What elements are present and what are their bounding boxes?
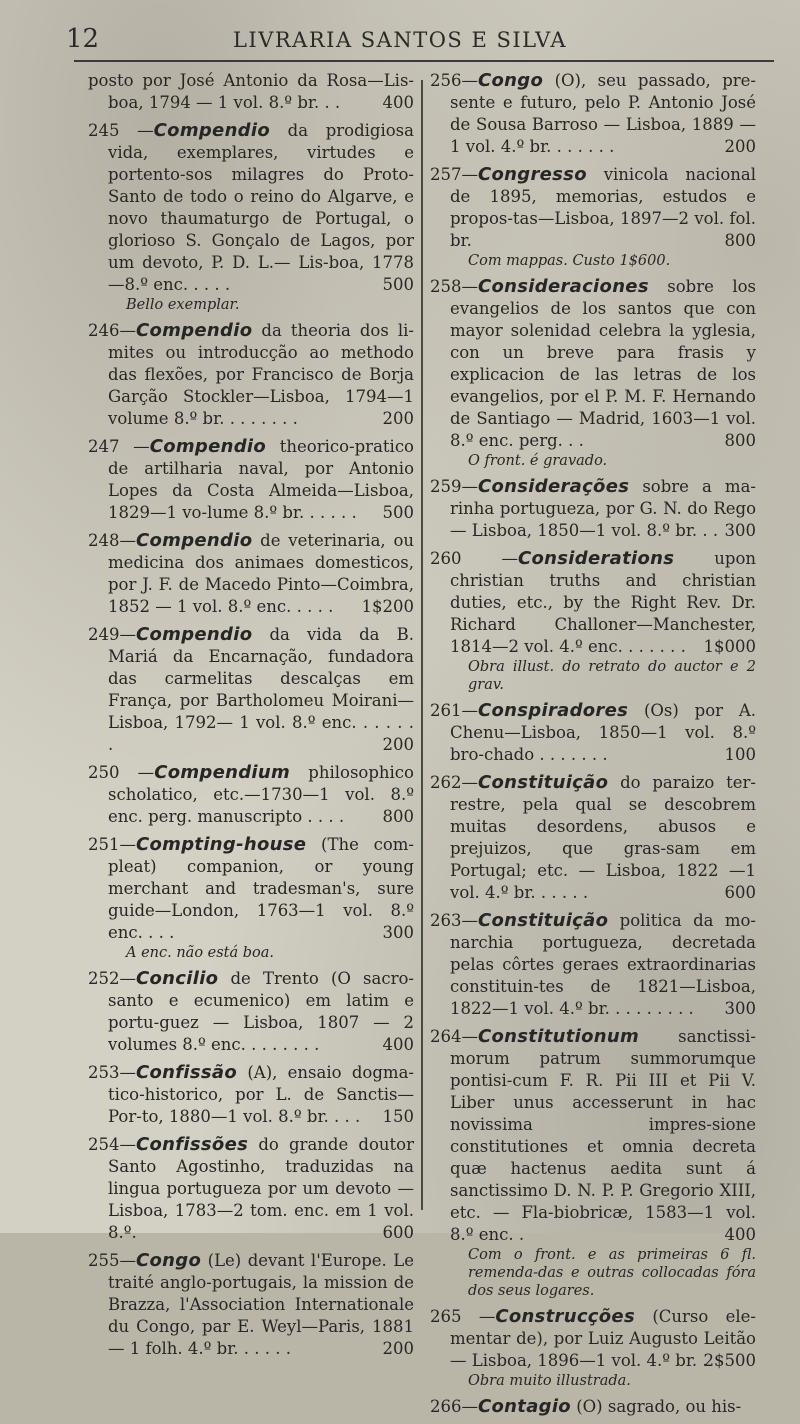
catalog-entry	[88, 120, 414, 314]
entry-price: 2$500	[703, 1351, 756, 1370]
entry-title: Congo	[478, 70, 544, 91]
entry-body	[430, 164, 756, 252]
entry-number: 262—	[430, 773, 478, 792]
entry-title: Compting-house	[136, 834, 307, 855]
entry-number: 254—	[88, 1135, 136, 1154]
entry-number: 249—	[88, 625, 136, 644]
entry-body	[430, 548, 756, 658]
entry-price: 800	[382, 807, 414, 826]
entry-number: 252—	[88, 969, 136, 988]
entry-price: 100	[724, 745, 756, 764]
entry-title: Confissões	[136, 1134, 249, 1155]
entry-note: Bello exemplar.	[126, 297, 240, 313]
entry-body	[88, 968, 414, 1056]
entry-number: 260 —	[430, 549, 518, 568]
entry-title: Contagio	[478, 1396, 571, 1417]
entry-number: 257—	[430, 165, 478, 184]
right-column	[430, 70, 756, 1424]
entry-title: Conspiradores	[478, 700, 629, 721]
entry-price: 300	[724, 521, 756, 540]
entry-title: Constituição	[478, 910, 609, 931]
entry-text: do paraizo ter-restre, pela qual se descobrem muitas desordens, abusos e prejuizos, que gras-sam em Portugal; etc. — Lisboa, 1822 —1 vol. 4.º br. . . . . .	[450, 773, 757, 902]
entry-note: Com o front. e as primeiras 6 fl. remenda-das e outras collocadas fóra dos seus logares.	[468, 1247, 756, 1299]
entry-title: Congresso	[478, 164, 587, 185]
entry-number: 248—	[88, 531, 136, 550]
entry-title: Concilio	[136, 968, 219, 989]
entry-body	[88, 624, 414, 756]
entry-title: Constituição	[478, 772, 609, 793]
entry-number: 258—	[430, 277, 478, 296]
entry-body	[430, 772, 756, 904]
catalog-entry	[88, 762, 414, 828]
entry-text: da prodigiosa vida, exemplares, virtudes e portento-sos milagres do Proto-Santo de todo o reino do Algarve, e novo thaumaturgo de Portugal, o glorioso S. Gonçalo de Lagos, por um devoto, P. D. L.— Lis-boa, 1778—8.º enc. . . . .	[108, 121, 414, 294]
entry-note: Com mappas. Custo 1$600.	[468, 253, 671, 269]
catalog-entry	[430, 70, 756, 158]
entry-text: de veterinaria, ou medicina dos animaes domesticos, por J. F. de Macedo Pinto—Coimbra, 1852 — 1 vol. 8.º enc. . . . .	[108, 531, 414, 616]
catalog-entry	[88, 1250, 414, 1360]
entry-title: Considerações	[478, 476, 630, 497]
entry-title: Constitutionum	[478, 1026, 640, 1047]
entry-number: 264—	[430, 1027, 478, 1046]
catalog-entry	[88, 1062, 414, 1128]
entry-price: 500	[382, 275, 414, 294]
entry-title: Construcções	[495, 1306, 635, 1327]
entry-number: 261—	[430, 701, 478, 720]
entry-price: 200	[382, 409, 414, 428]
entry-price: 200	[382, 735, 414, 754]
catalog-entry	[88, 1134, 414, 1244]
catalog-entry	[88, 320, 414, 430]
catalog-entry	[430, 164, 756, 270]
catalog-entry	[430, 548, 756, 694]
entry-price: 1$200	[361, 597, 414, 616]
left-column	[88, 70, 414, 1366]
entry-text: sobre los evangelios de los santos que con mayor solenidad celebra la yglesia, con un breve para frasis y explicacion de las letras de los evangelios, por el P. M. F. Hernando de Santiago — Madrid, 1603—1 vol. 8.º enc. perg. . .	[450, 277, 756, 450]
catalog-entry	[430, 700, 756, 766]
entry-number: 247 —	[88, 437, 150, 456]
entry-title: Compendium	[154, 762, 291, 783]
entry-title: Compendio	[149, 436, 267, 457]
entry-price: 800	[724, 231, 756, 250]
entry-note: A enc. não está boa.	[126, 945, 275, 961]
entry-text: theorico-pratico de artilharia naval, por Antonio Lopes da Costa Almeida—Lisboa, 1829—1 vo-lume 8.º br. . . . . .	[108, 437, 414, 522]
entry-price: 200	[724, 137, 756, 156]
entry-text: (O) sagrado, ou his-	[576, 1397, 742, 1416]
entry-number: 246—	[88, 321, 136, 340]
entry-price: 400	[382, 1035, 414, 1054]
entry-body	[430, 1396, 756, 1418]
entry-price: 150	[382, 1107, 414, 1126]
entry-number: 263—	[430, 911, 478, 930]
entry-price: 400	[724, 1225, 756, 1244]
entry-number: 245 —	[88, 121, 154, 140]
entry-body	[430, 476, 756, 542]
entry-price: 300	[724, 999, 756, 1018]
entry-number: 259—	[430, 477, 478, 496]
entry-body	[430, 70, 756, 158]
entry-text: vinicola nacional de 1895, memorias, estudos e propos-tas—Lisboa, 1897—2 vol. fol. br.	[450, 165, 756, 250]
entry-price: 500	[382, 503, 414, 522]
entry-title: Considerations	[517, 548, 675, 569]
entry-text: (The com-pleat) companion, or young merchant and tradesman's, sure guide—London, 1763—1 vol. 8.º enc. . . .	[108, 835, 414, 942]
entry-price: 200	[382, 1339, 414, 1358]
page-header	[0, 14, 800, 58]
entry-body	[88, 762, 414, 828]
entry-number: 265 —	[430, 1307, 496, 1326]
entry-text: (Le) devant l'Europe. Le traité anglo-portugais, la mission de Brazza, l'Association Internationale du Congo, par E. Weyl—Paris, 1881 — 1 folh. 4.º br. . . . . .	[108, 1251, 414, 1358]
entry-text: de Trento (O sacro-santo e ecumenico) em latim e portu-guez — Lisboa, 1807 — 2 volumes 8.º enc. . . . . . . .	[108, 969, 414, 1054]
entry-price: 600	[382, 1223, 414, 1242]
entry-price: 300	[382, 923, 414, 942]
entry-price: 1$000	[703, 637, 756, 656]
catalog-entry	[88, 624, 414, 756]
entry-body	[430, 1306, 756, 1372]
entry-title: Compendio	[136, 530, 253, 551]
catalog-entry	[430, 276, 756, 470]
column-divider	[421, 80, 423, 1210]
entry-text: da theoria dos li-mites ou introducção ao methodo das flexões, por Francisco de Borja Garção Stockler—Lisboa, 1794—1 volume 8.º br. . . . . . . .	[108, 321, 414, 428]
entry-body	[88, 1250, 414, 1360]
entry-price: 800	[724, 431, 756, 450]
entry-number: 256—	[430, 71, 478, 90]
entry-number: 253—	[88, 1063, 136, 1082]
entry-price: 600	[724, 883, 756, 902]
entry-body	[430, 1026, 756, 1246]
entry-title: Compendio	[136, 624, 253, 645]
entry-title: Confissão	[136, 1062, 238, 1083]
entry-body	[88, 436, 414, 524]
entry-body	[88, 834, 414, 944]
catalog-entry	[430, 772, 756, 904]
entry-body	[430, 276, 756, 452]
entry-text: (Os) por A. Chenu—Lisboa, 1850—1 vol. 8.º bro-chado . . . . . . .	[450, 701, 757, 764]
catalog-entry	[88, 70, 414, 114]
entry-text: sanctissi-morum patrum summorumque pontisi-cum F. R. Pii III et Pii V. Liber unus accesserunt in hac novissima impres-sione constitutiones et omnia decreta quæ hactenus aedita sunt á sanctissimo D. N. P. P. Gregorio XIII, etc. — Fla-biobricæ, 1583—1 vol. 8.º enc. .	[450, 1027, 756, 1244]
entry-title: Consideraciones	[478, 276, 649, 297]
page-number: 12	[66, 24, 100, 54]
entry-body	[88, 1134, 414, 1244]
catalog-entry	[430, 1306, 756, 1390]
entry-text: sobre a ma-rinha portugueza, por G. N. do Rego— Lisboa, 1850—1 vol. 8.º br. . .	[450, 477, 756, 540]
entry-price: 400	[382, 93, 414, 112]
entry-title: Compendio	[136, 320, 253, 341]
entry-text: do grande doutor Santo Agostinho, traduzidas na lingua portugueza por um devoto — Lisboa, 1783—2 tom. enc. em 1 vol. 8.º.	[108, 1135, 414, 1242]
entry-text: philosophico scholatico, etc.—1730—1 vol. 8.º enc. perg. manuscripto . . . .	[108, 763, 414, 826]
entry-body	[88, 70, 414, 114]
entry-text: da vida da B. Mariá da Encarnação, fundadora das carmelitas descalças em França, por Bartholomeu Moirani—Lisboa, 1792— 1 vol. 8.º enc. . . . . . .	[108, 625, 415, 754]
entry-number: 266—	[430, 1397, 478, 1416]
entry-body	[430, 910, 756, 1020]
catalog-entry	[430, 910, 756, 1020]
catalog-entry	[88, 530, 414, 618]
catalog-entry	[88, 968, 414, 1056]
entry-title: Compendio	[153, 120, 271, 141]
entry-number: 251—	[88, 835, 136, 854]
entry-text: posto por José Antonio da Rosa—Lis-boa, 1794 — 1 vol. 8.º br. . .	[88, 71, 414, 112]
entry-body	[88, 530, 414, 618]
entry-note: Obra muito illustrada.	[468, 1373, 631, 1389]
entry-note: O front. é gravado.	[468, 453, 608, 469]
entry-body	[430, 700, 756, 766]
entry-title: Congo	[136, 1250, 202, 1271]
catalog-entry	[88, 436, 414, 524]
entry-text: upon christian truths and christian duties, etc., by the Right Rev. Dr. Richard Challoner—Manchester, 1814—2 vol. 4.º enc. . . . . . .	[450, 549, 756, 656]
entry-text: (A), ensaio dogma-tico-historico, por L. de Sanctis— Por-to, 1880—1 vol. 8.º br. . . .	[108, 1063, 414, 1126]
entry-number: 255—	[88, 1251, 136, 1270]
entry-text: politica da mo-narchia portugueza, decretada pelas côrtes geraes extraordinarias constituin-tes de 1821—Lisboa, 1822—1 vol. 4.º br. . . . . . . . .	[450, 911, 756, 1018]
running-head: LIVRARIA SANTOS E SILVA	[232, 28, 568, 52]
entry-number: 250 —	[88, 763, 155, 782]
catalog-entry	[430, 476, 756, 542]
entry-body	[88, 1062, 414, 1128]
entry-text: (Curso ele-mentar de), por Luiz Augusto Leitão— Lisboa, 1896—1 vol. 4.º br. .	[450, 1307, 756, 1370]
catalog-entry	[430, 1396, 756, 1418]
entry-body	[88, 320, 414, 430]
entry-body	[88, 120, 414, 296]
header-rule	[74, 60, 774, 62]
catalog-entry	[430, 1026, 756, 1300]
catalog-entry	[88, 834, 414, 962]
entry-note: Obra illust. do retrato do auctor e 2 grav.	[468, 659, 756, 693]
entry-text: (O), seu passado, pre-sente e futuro, pelo P. Antonio José de Sousa Barroso — Lisboa, 1889 — 1 vol. 4.º br. . . . . . .	[450, 71, 756, 156]
